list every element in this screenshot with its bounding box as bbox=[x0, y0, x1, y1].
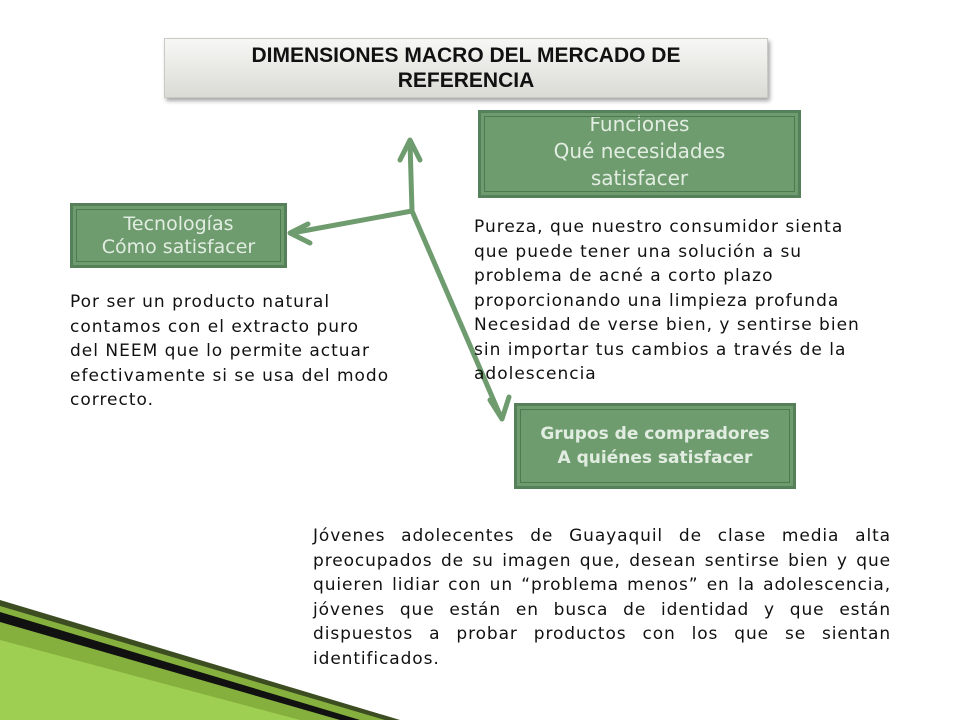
grupos-description: Jóvenes adolecentes de Guayaquil de clase media alta preocupados de su imagen que, desean sentirse bien y que quieren lidiar con un “problema menos” en la adolescencia, jóvenes que están en busca de identidad y que están dispuestos a probar productos con los que se sientan identificados. bbox=[313, 526, 891, 669]
natural-line: del NEEM que lo permite actuar bbox=[70, 341, 370, 361]
pureza-line: adolescencia bbox=[474, 364, 597, 384]
pureza-line: problema de acné a corto plazo bbox=[474, 266, 774, 286]
pureza-line: proporcionando una limpieza profunda bbox=[474, 290, 840, 311]
natural-line: Por ser un producto natural bbox=[70, 292, 331, 312]
title-line-2: REFERENCIA bbox=[397, 69, 535, 92]
grupos-heading: Grupos de compradores bbox=[540, 424, 770, 444]
natural-line: contamos con el extracto puro bbox=[70, 316, 360, 337]
tecnologias-box bbox=[70, 203, 287, 268]
funciones-subtitle-2: satisfacer bbox=[590, 166, 689, 190]
arrow-shaft-left bbox=[292, 211, 412, 233]
funciones-description bbox=[474, 215, 914, 387]
tecnologias-description bbox=[70, 290, 430, 413]
funciones-subtitle-1: Qué necesidades bbox=[553, 139, 726, 163]
tecnologias-heading: Tecnologías bbox=[123, 212, 234, 235]
pureza-line: Pureza, que nuestro consumidor sienta bbox=[474, 217, 844, 237]
pureza-line: sin importar tus cambios a través de la bbox=[474, 339, 847, 360]
grupos-box bbox=[514, 403, 796, 489]
natural-line: efectivamente si se usa del modo bbox=[70, 365, 390, 386]
diagram-title bbox=[164, 38, 768, 98]
funciones-box bbox=[478, 110, 801, 198]
tecnologias-subtitle: Cómo satisfacer bbox=[101, 235, 256, 258]
natural-line: correcto. bbox=[70, 390, 155, 410]
pureza-line: Necesidad de verse bien, y sentirse bien bbox=[474, 315, 860, 335]
pureza-line: que puede tener una solución a su bbox=[474, 241, 803, 262]
title-line-1: DIMENSIONES MACRO DEL MERCADO DE bbox=[251, 44, 681, 67]
arrow-shaft-up bbox=[410, 142, 412, 211]
grupos-subtitle: A quiénes satisfacer bbox=[557, 448, 753, 468]
funciones-heading: Funciones bbox=[589, 112, 690, 136]
